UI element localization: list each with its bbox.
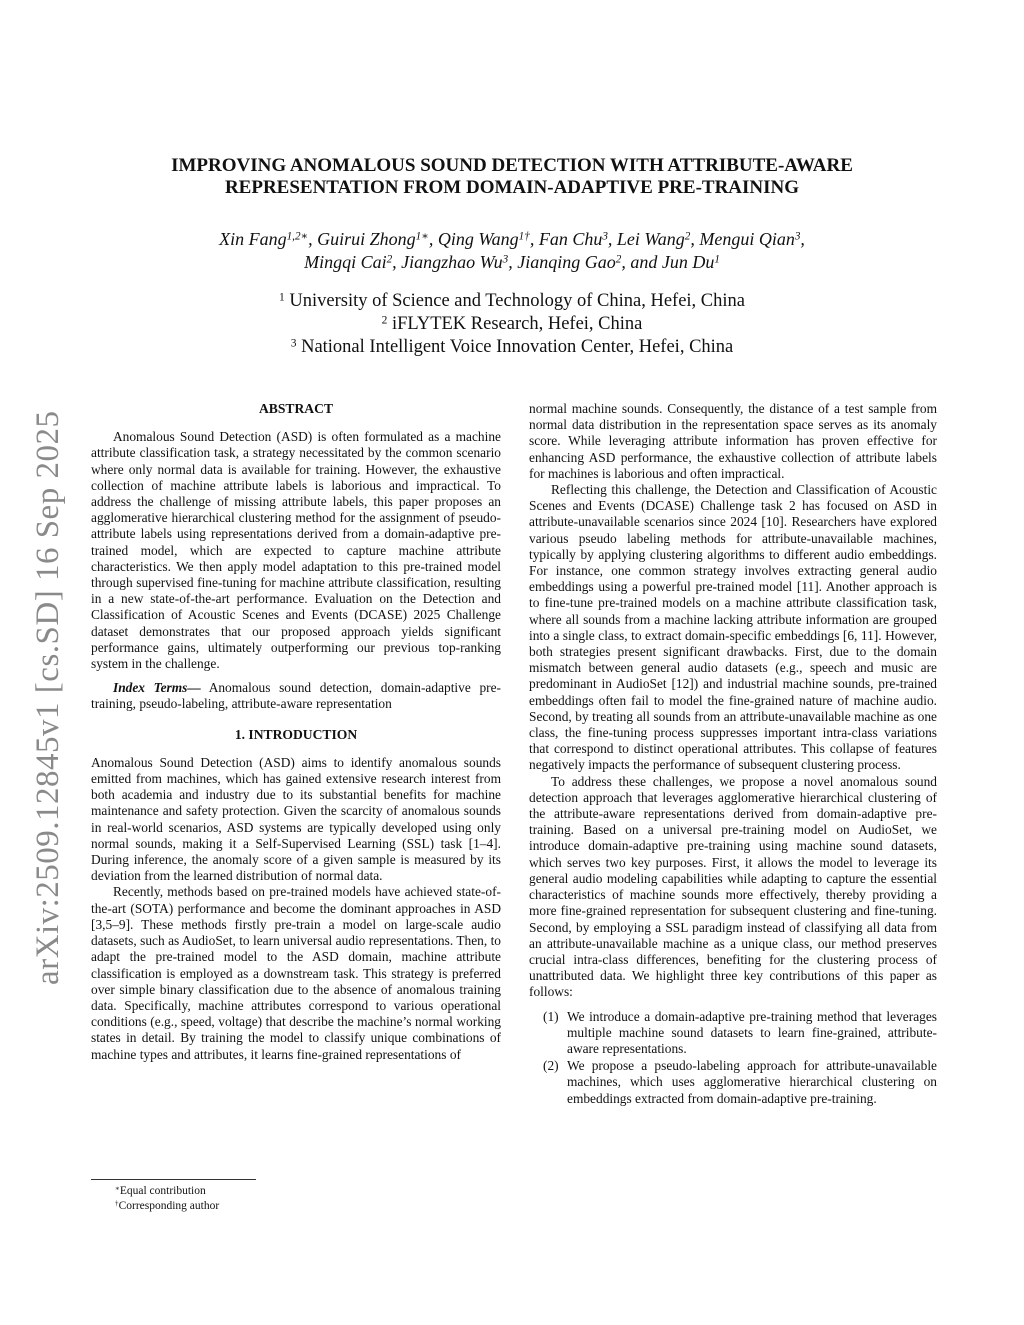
author-name: Qing Wang <box>437 229 519 249</box>
abstract-heading: ABSTRACT <box>258 401 334 416</box>
footnote: ∗Equal contribution <box>115 1184 206 1197</box>
footnote: †Corresponding author <box>115 1199 220 1212</box>
author-affil-mark: 1† <box>518 230 530 243</box>
author-name: Mingqi Cai <box>304 252 387 272</box>
author-name: Xin Fang <box>219 229 287 249</box>
contribution-item: (1) We introduce a domain-adaptive pre-training method that leverages multiple machine sound datasets to learn fine-grained, attribute-aware representations. <box>543 1008 937 1056</box>
author-list <box>100 228 924 274</box>
author-affil-mark: 2 <box>615 253 622 266</box>
index-terms-text: Anomalous sound detection, domain-adaptive pre-training, pseudo-labeling, attribute-aware representation <box>91 680 502 712</box>
abstract-text: Anomalous Sound Detection (ASD) is often formulated as a machine attribute classification task, a strategy necessitated by the common scenario where only normal data is available for training. However, the exhaustive collection of machine attribute labels is laborious and impractical. To address the challenge of missing attribute labels, this paper proposes an agglomerative hierarchical clustering method for the assignment of pseudo-attribute labels using representations derived from a domain-adaptive pre-trained model, which are expected to capture machine attribute characteristics. We then apply model adaptation to this pre-trained model through supervised fine-tuning for machine attribute classification, resulting in a new state-of-the-art performance. Evaluation on the Detection and Classification of Acoustic Scenes and Events (DCASE) 2025 Challenge dataset demonstrates that our proposed approach yields significant performance gains, ultimately outperforming our previous top-ranking system in the challenge. <box>91 429 501 672</box>
affiliation: $^1$ University of Science and Technology of China, Hefei, China <box>279 291 745 311</box>
author-line: Mingqi Cai$^2$, Jiangzhao Wu$^3$, Jianqing Gao$^2$, and Jun Du$^1$ <box>304 252 720 272</box>
affiliation: $^2$ iFLYTEK Research, Hefei, China <box>381 314 643 334</box>
author-affil-mark: 1∗ <box>415 230 429 243</box>
author-name: Lei Wang <box>616 229 685 249</box>
title-line: REPRESENTATION FROM DOMAIN-ADAPTIVE PRE-TRAINING <box>224 177 800 198</box>
author-name: Guirui Zhong <box>317 229 416 249</box>
contribution-list <box>529 1009 937 1107</box>
author-affil-mark: 1,2∗ <box>286 230 309 243</box>
author-affil-mark: 2 <box>684 230 691 243</box>
author-affil-mark: 2 <box>386 253 393 266</box>
intro-paragraph-3: Reflecting this challenge, the Detection and Classification of Acoustic Scenes and Events (DCASE) Challenge task 2 has focused on ASD in attribute-unavailable scenarios since 2024 [10]. Researchers have explored various pseudo labeling methods for attribute-unavailable machines, typically by applying clustering algorithms to different audio embeddings. For instance, one common strategy involves extracting general audio embeddings using a powerful pre-trained model [11]. Another approach is to fine-tune pre-trained models on a machine attribute classification task, where all sounds from a machine lacking attribute information are grouped into a single class, to extract domain-specific embeddings [6, 11]. However, both strategies present significant drawbacks. First, due to the domain mismatch between general audio datasets (e.g., speech and music are predominant in AudioSet [12]) and industrial machine sounds, pre-trained embeddings often fail to model the fine-grained nature of machine audio. Second, by treating all sounds from an attribute-unavailable machine as one class, the fine-tuning process suppresses important intra-class variations that correspond to distinct operational attributes. This collapse of features negatively impacts the performance of subsequent clustering process. <box>529 482 937 773</box>
author-name: Fan Chu <box>538 229 603 249</box>
intro-paragraph-4: To address these challenges, we propose a novel anomalous sound detection approach that leverages agglomerative hierarchical clustering of the attribute-aware representations derived from domain-adaptive pre-training. Based on a universal pre-training model on AudioSet, we introduce domain-adaptive pre-training using machine sound datasets, which serves two key purposes. First, it allows the model to leverage its general audio modeling capabilities while adapting to capture the essential characteristics of machine sounds more effectively, thereby providing a more fine-grained representation for subsequent clustering and fine-tuning. Second, by employing a SSL paradigm instead of classifying all data from an attribute-unavailable machine as a unique class, our method preserves crucial intra-class differences, benefiting for the clustering process of unattributed data. We highlight three key contributions of this paper as follows: <box>529 773 937 1000</box>
author-name: Jianqing Gao <box>517 252 616 272</box>
affiliation: $^3$ National Intelligent Voice Innovation Center, Hefei, China <box>290 337 734 357</box>
left-column <box>91 401 501 1063</box>
author-affil-mark: 3 <box>602 230 608 243</box>
intro-paragraph-2-continued: normal machine sounds. Consequently, the distance of a test sample from normal data distribution in the representation space serves as its anomaly score. While leveraging attribute information has proven effective for enhancing ASD performance, the exhaustive collection of attribute labels for machines is laborious and often impractical. <box>529 401 937 481</box>
author-affil-mark: 1 <box>714 253 720 266</box>
title-line: IMPROVING ANOMALOUS SOUND DETECTION WITH ATTRIBUTE-AWARE <box>171 155 853 176</box>
affiliation-list <box>100 290 924 359</box>
footnote-rule <box>91 1179 256 1180</box>
author-name: Jiangzhao Wu <box>401 252 503 272</box>
author-name: and Jun Du <box>630 252 715 272</box>
intro-paragraph-2: Recently, methods based on pre-trained models have achieved state-of-the-art (SOTA) performance and become the dominant approaches in ASD [3,5–9]. These methods firstly pre-train a model on large-scale audio datasets, such as AudioSet, to learn universal audio representations. Then, to adapt the pre-trained model to the ASD domain, machine attribute classification is employed as a downstream task. This strategy is preferred over simple binary classification due to the absence of anomalous training data. Specifically, machine attributes correspond to various operational conditions (e.g., speed, voltage) that describe the machine’s normal working states in detail. By training the model to classify unique combinations of machine types and attributes, it learns fine-grained representations of <box>91 884 501 1062</box>
intro-paragraph-1: Anomalous Sound Detection (ASD) aims to identify anomalous sounds emitted from machines, which has gained extensive research interest from both academia and industry due to its substantial benefits for machine maintenance and safety protection. Given the scarcity of anomalous sounds in real-world scenarios, ASD systems are typically developed using only normal sounds, making it a Self-Supervised Learning (SSL) task [1–4]. During inference, the anomaly score of a given sample is measured by its deviation from the learned distribution of normal data. <box>91 754 501 884</box>
paper-title <box>100 155 924 199</box>
index-terms-label: Index Terms— <box>113 680 201 696</box>
author-affil-mark: 3 <box>794 230 801 243</box>
author-line: Xin Fang$^{1,2∗}$, Guirui Zhong$^{1∗}$, Qing Wang$^{1\dagger}$, Fan Chu$^3$, Lei Wang$^2$, Mengui Qian$^3$, <box>219 229 805 249</box>
author-name: Mengui Qian <box>699 229 795 249</box>
intro-heading: 1. INTRODUCTION <box>234 726 358 742</box>
right-column <box>529 401 937 1108</box>
contribution-item: (2) We propose a pseudo-labeling approach for attribute-unavailable machines, which uses agglomerative hierarchical clustering on embeddings extracted from domain-adaptive pre-training. <box>543 1058 937 1106</box>
footnotes <box>91 1179 501 1214</box>
arxiv-identifier: arXiv:2509.12845v1 [cs.SD] 16 Sep 2025 <box>30 410 66 985</box>
author-affil-mark: 3 <box>502 253 509 266</box>
index-terms <box>91 680 501 712</box>
